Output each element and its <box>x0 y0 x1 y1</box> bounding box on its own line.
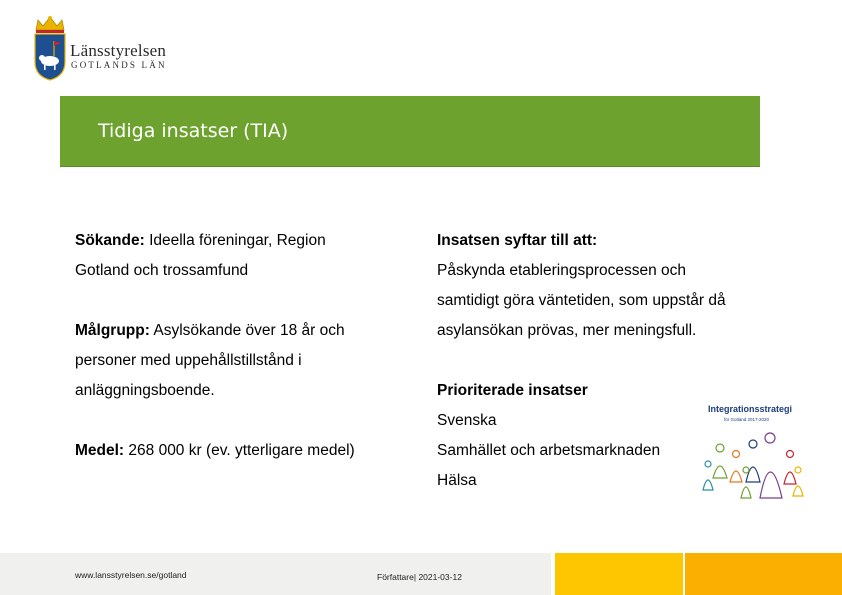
logo-name: Länsstyrelsen <box>70 41 167 60</box>
integration-strategy-subtitle: för Gotland 2017-2020 <box>724 417 770 422</box>
people-illustration-icon <box>698 398 808 510</box>
footer-yellow-band <box>555 553 683 595</box>
purpose-line-1: Påskynda etableringsprocessen och <box>437 262 687 279</box>
priority-item: Samhället och arbetsmarknaden <box>437 442 661 459</box>
priority-item: Svenska <box>437 412 497 429</box>
footer-orange-band <box>685 553 842 595</box>
footer-url[interactable]: www.lansstyrelsen.se/gotland <box>75 570 187 580</box>
priority-heading: Prioriterade insatser <box>437 382 588 399</box>
coat-of-arms-icon <box>30 14 70 84</box>
applicants-label: Sökande: <box>75 232 145 249</box>
funds-text: 268 000 kr (ev. ytterligare medel) <box>124 442 355 459</box>
purpose-line-2: samtidigt göra väntetiden, som uppstår då <box>437 292 726 309</box>
applicants-line-1 <box>75 226 326 256</box>
purpose-heading: Insatsen syftar till att: <box>437 232 598 249</box>
target-line-2: personer med uppehållstillstånd i <box>75 352 302 369</box>
footer-author-date: Författare| 2021-03-12 <box>377 572 462 582</box>
purpose-line-3: asylansökan prövas, mer meningsfull. <box>437 322 697 339</box>
applicants-line-2: Gotland och trossamfund <box>75 262 249 279</box>
funds-line <box>75 436 355 466</box>
priority-item: Hälsa <box>437 472 477 489</box>
integration-strategy-title: Integrationsstrategi <box>708 404 793 414</box>
target-text-1: Asylsökande över 18 år och <box>149 322 345 339</box>
target-line-1 <box>75 316 345 346</box>
logo-region: GOTLANDS LÄN <box>71 60 167 70</box>
target-label: Målgrupp: <box>75 322 150 339</box>
page-title: Tidiga insatser (TIA) <box>98 120 289 142</box>
footer-date: 2021-03-12 <box>418 572 462 582</box>
integration-strategy-logo <box>698 398 808 510</box>
footer <box>0 553 842 595</box>
funds-label: Medel: <box>75 442 125 459</box>
applicants-text-1: Ideella föreningar, Region <box>144 232 326 249</box>
title-band <box>60 96 760 167</box>
target-line-3: anläggningsboende. <box>75 382 215 399</box>
footer-author: Författare <box>377 572 414 582</box>
